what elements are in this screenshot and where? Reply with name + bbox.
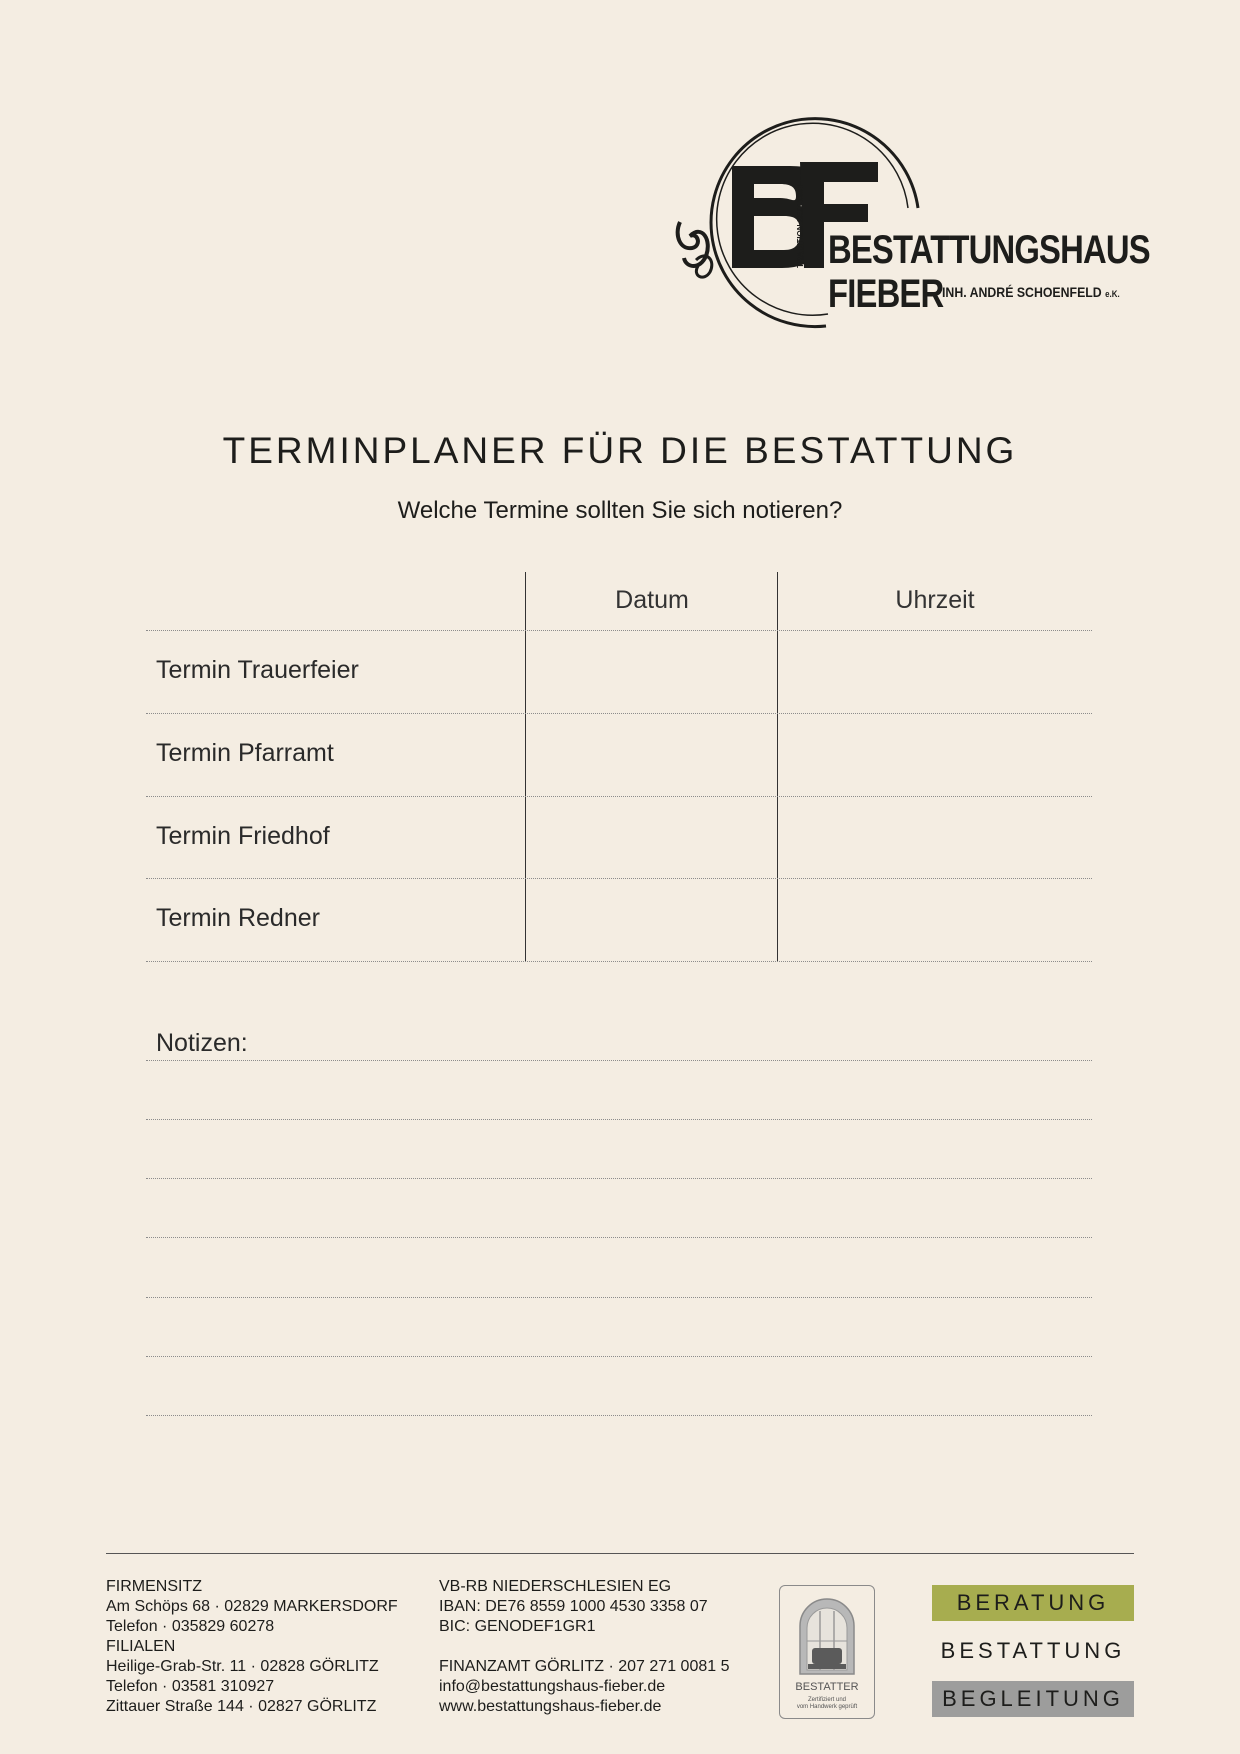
appointment-table (146, 572, 1092, 962)
company-logo (672, 100, 1150, 335)
footer-branch1-phone: Telefon · 03581 310927 (106, 1678, 275, 1695)
row-divider (146, 878, 1092, 879)
footer-headquarters-address: Am Schöps 68 · 02829 MARKERSDORF (106, 1598, 398, 1615)
footer-iban: IBAN: DE76 8559 1000 4530 3358 07 (439, 1598, 708, 1615)
footer-branches-label: FILIALEN (106, 1638, 176, 1655)
tag-beratung: BERATUNG (932, 1585, 1134, 1621)
notes-line (146, 1237, 1092, 1238)
notes-line (146, 1119, 1092, 1120)
row-label-trauerfeier: Termin Trauerfeier (156, 656, 359, 684)
footer-website[interactable]: www.bestattungshaus-fieber.de (439, 1698, 662, 1715)
logo-brand-line2: FIEBER (828, 272, 944, 316)
logo-owner-name: INH. ANDRÉ SCHOENFELD (942, 284, 1102, 300)
notes-line (146, 1415, 1092, 1416)
footer-headquarters-phone: Telefon · 035829 60278 (106, 1618, 275, 1635)
tag-bestattung: BESTATTUNG (940, 1638, 1126, 1663)
logo-owner (942, 284, 1120, 300)
row-label-friedhof: Termin Friedhof (156, 822, 330, 850)
notes-label: Notizen: (156, 1029, 248, 1057)
footer-bank-column (439, 1577, 729, 1717)
footer-divider (106, 1553, 1134, 1554)
page-title: TERMINPLANER FÜR DIE BESTATTUNG (222, 430, 1018, 471)
badge-title: BESTATTER (795, 1681, 859, 1693)
chapel-window-icon (780, 1586, 874, 1682)
logo-brand-line1: BESTATTUNGSHAUS (828, 228, 1150, 272)
badge-subtitle (780, 1697, 874, 1711)
footer-bic: BIC: GENODEF1GR1 (439, 1618, 596, 1635)
column-header-date: Datum (615, 586, 689, 614)
badge-subtitle-line2: vom Handwerk geprüft (796, 1704, 858, 1710)
logo-tradition-text: TRADITION SEIT 1991 (796, 184, 805, 268)
tag-begleitung: BEGLEITUNG (932, 1681, 1134, 1717)
notes-line (146, 1356, 1092, 1357)
footer-bank-name: VB-RB NIEDERSCHLESIEN EG (439, 1578, 672, 1595)
footer-address-column (106, 1577, 398, 1717)
row-label-pfarramt: Termin Pfarramt (156, 739, 334, 767)
footer-tax-office: FINANZAMT GÖRLITZ · 207 271 0081 5 (439, 1658, 730, 1675)
row-label-redner: Termin Redner (156, 904, 320, 932)
row-divider (146, 796, 1092, 797)
footer-branch1-address: Heilige-Grab-Str. 11 · 02828 GÖRLITZ (106, 1658, 379, 1675)
logo-owner-suffix: e.K. (1105, 289, 1120, 299)
row-divider (146, 961, 1092, 962)
column-header-time: Uhrzeit (895, 586, 975, 614)
footer-headquarters-label: FIRMENSITZ (106, 1578, 202, 1595)
footer-branch2-address: Zittauer Straße 144 · 02827 GÖRLITZ (106, 1698, 377, 1715)
bestatter-certification-badge (779, 1585, 875, 1719)
badge-subtitle-line1: Zertifiziert und (807, 1697, 846, 1703)
notes-line (146, 1178, 1092, 1179)
footer-email[interactable]: info@bestattungshaus-fieber.de (439, 1678, 666, 1695)
row-divider (146, 630, 1092, 631)
notes-line (146, 1297, 1092, 1298)
notes-line (146, 1060, 1092, 1061)
row-divider (146, 713, 1092, 714)
notes-section (146, 1025, 1092, 1420)
page-subtitle: Welche Termine sollten Sie sich notieren? (397, 497, 843, 524)
